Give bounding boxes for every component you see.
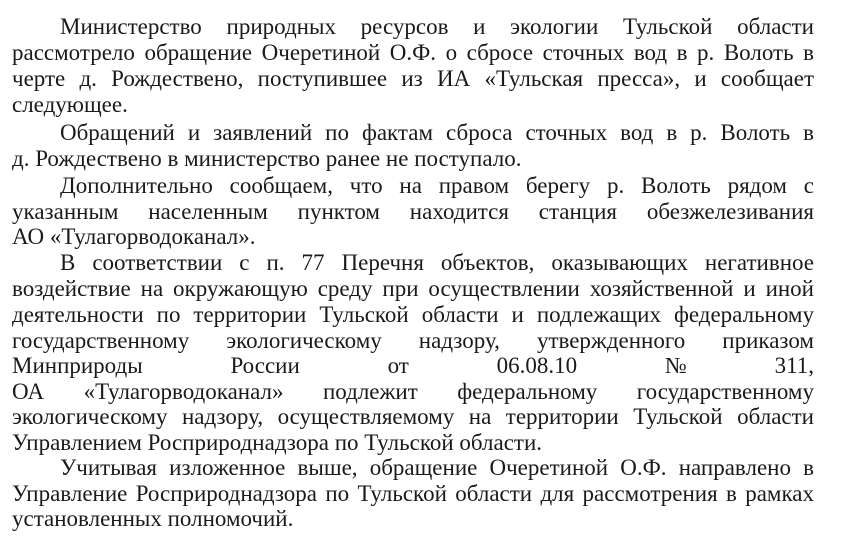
text-line: указанным населенным пунктом находится станция обезжелезивания [12,199,814,224]
text-line: следующее. [12,92,128,117]
text-line: черте д. Рождествено, поступившее из ИА «Тульская пресса», и сообщает [12,66,814,91]
text-line: Дополнительно сообщаем, что на правом берегу р. Волоть рядом с [60,173,814,198]
text-line: АО «Тулагорводоканал». [12,224,256,249]
text-line: Управлением Росприроднадзора по Тульской области. [12,430,543,455]
text-line: рассмотрело обращение Очеретиной О.Ф. о сбросе сточных вод в р. Волоть в [12,40,814,65]
text-line: Учитывая изложенное выше, обращение Очеретиной О.Ф. направлено в [60,455,814,480]
text-line: государственному экологическому надзору, утвержденного приказом [12,328,814,353]
text-line: ОА «Тулагорводоканал» подлежит федеральному государственному [12,379,814,404]
text-line: Управление Росприроднадзора по Тульской области для рассмотрения в рамках [12,481,814,506]
text-line: воздействие на окружающую среду при осуществлении хозяйственной и иной [12,276,814,301]
text-line: Минприроды России от 06.08.10 № 311, [12,353,814,378]
text-line: Обращений и заявлений по фактам сброса сточных вод в р. Волоть в [60,120,814,145]
text-line: Министерство природных ресурсов и экологии Тульской области [60,14,814,39]
text-line: установленных полномочий. [12,506,294,531]
text-line: В соответствии с п. 77 Перечня объектов, оказывающих негативное [60,250,814,275]
text-line: экологическому надзору, осуществляемому на территории Тульской области [12,404,814,429]
text-line: д. Рождествено в министерство ранее не поступало. [12,146,522,171]
text-line: деятельности по территории Тульской области и подлежащих федеральному [12,302,814,327]
